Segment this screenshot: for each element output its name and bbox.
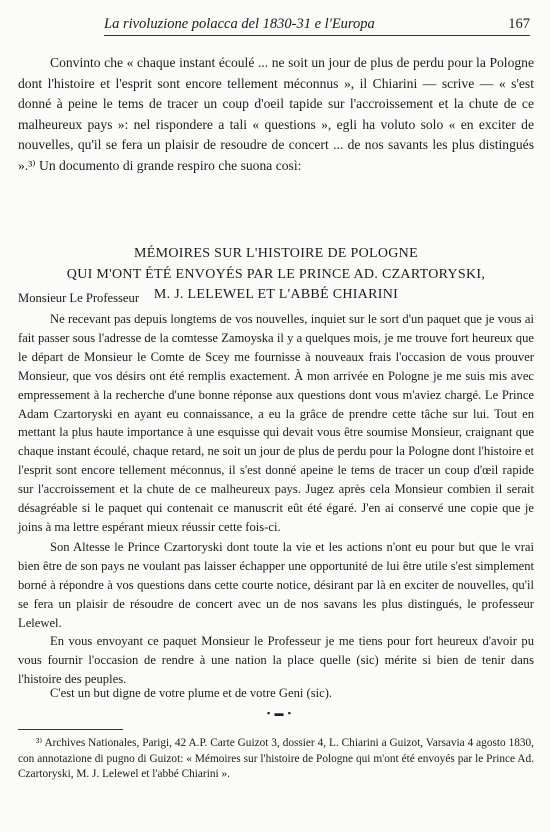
heading-line-1: MÉMOIRES SUR L'HISTOIRE DE POLOGNE xyxy=(134,246,418,261)
footnote: ³⁾ Archives Nationales, Parigi, 42 A.P. Carte Guizot 3, dossier 4, L. Chiarini a Guizot, Varsavia 4 agosto 1830, con annotazione di pugno di Guizot: « Mémoires sur l'histoire de Pologne qui m'ont été envoyés par le Prince Ad. Czartoryski, M. J. Lelewel et l'abbé Chiarini ». xyxy=(18,737,534,780)
letter-salutation: Monsieur Le Professeur xyxy=(18,291,140,305)
intro-paragraph: Convinto che « chaque instant écoulé ... ne soit un jour de plus de perdu pour la Pologne dont l'histoire et l'esprit sont encore tellement méconnus », il Chiarini — scrive — « s'est donné à peine le tems de tracer un coup d'oeil tapide sur l'accroissement et la chute de ce malheureux pays »: nel rispondere a tali « questions », egli ha voluto solo « en exciter de nouvelles, qu'il se fera un plaisir de resoudre de concert ... de nos savants les plus distingués ».³⁾ Un documento di grande respiro che suona così: xyxy=(18,55,534,173)
letter-paragraph-4: C'est un but digne de votre plume et de votre Geni (sic). xyxy=(50,686,333,700)
heading-line-3: M. J. LELEWEL ET L'ABBÉ CHIARINI xyxy=(153,287,399,302)
letter-paragraph-3: En vous envoyant ce paquet Monsieur le Professeur je me tiens pour fort heureux d'avoir pu vous fournir l'occasion de rendre à une nation la place quelle (sic) mérite si bien de tenir dans l'histoire des peuples. xyxy=(18,634,534,686)
letter-paragraph-2: Son Altesse le Prince Czartoryski dont toute la vie et les actions n'ont eu pour but que le vrai bien être de son pays ne voulant pas laisser échapper une opportunité de lui être utile s'est simplement borné à répondre à vos questions dans cette courte notice, désirant par là en exciter de nouvelles, qu'il se fera un plaisir de résoudre de concert avec un de nos savans les plus distingués, le professeur Lelewel. xyxy=(18,540,534,630)
footnote-rule xyxy=(18,729,123,730)
header-title: La rivoluzione polacca del 1830-31 e l'Europa xyxy=(104,16,375,32)
heading-line-2: QUI M'ONT ÉTÉ ENVOYÉS PAR LE PRINCE AD. CZARTORYSKI, xyxy=(66,266,486,282)
page-number: 167 xyxy=(508,16,530,32)
separator-mark: ▪ ▬ ▪ xyxy=(267,708,292,718)
letter-paragraph-1: Ne recevant pas depuis longtems de vos nouvelles, inquiet sur le sort d'un paquet que je vous ai fait passer sous l'adresse de la comtesse Zamoyska il y a quelques mois, je me trouve fort heureux que le départ de Monsieur le Comte de Scey me fournisse à nouveaux frais l'occasion de vous prouver Monsieur, que vos désirs ont été remplis exactement. À mon arrivée en Pologne je me suis mis avec empressement à la recherche d'une bonne réponse aux questions dont vous m'aviez chargé. Le Prince Adam Czartoryski en ayant eu connaissance, a eu la grâce de prendre cette tâche sur lui. Tout en mettant la plus haute importance à une esquisse qui devait vous être soumise Monsieur, craignant que chaque instant écoulé, chaque retard, ne soit un jour de plus de perdu pour la Pologne dont l'histoire et l'esprit sont encore tellement méconnus, il s'est donné apeine le tems de tracer un coup d'œil rapide sur l'accroissement et la chute de ce malheureux pays. Jugez après cela Monsieur combien il serait désagréable si le paquet qui contenait ce manuscrit eût été égaré. J'en ai conservé une copie que je joins à ma lettre espérant mieux réussir cette fois-ci. xyxy=(18,312,534,534)
running-header xyxy=(104,16,530,36)
